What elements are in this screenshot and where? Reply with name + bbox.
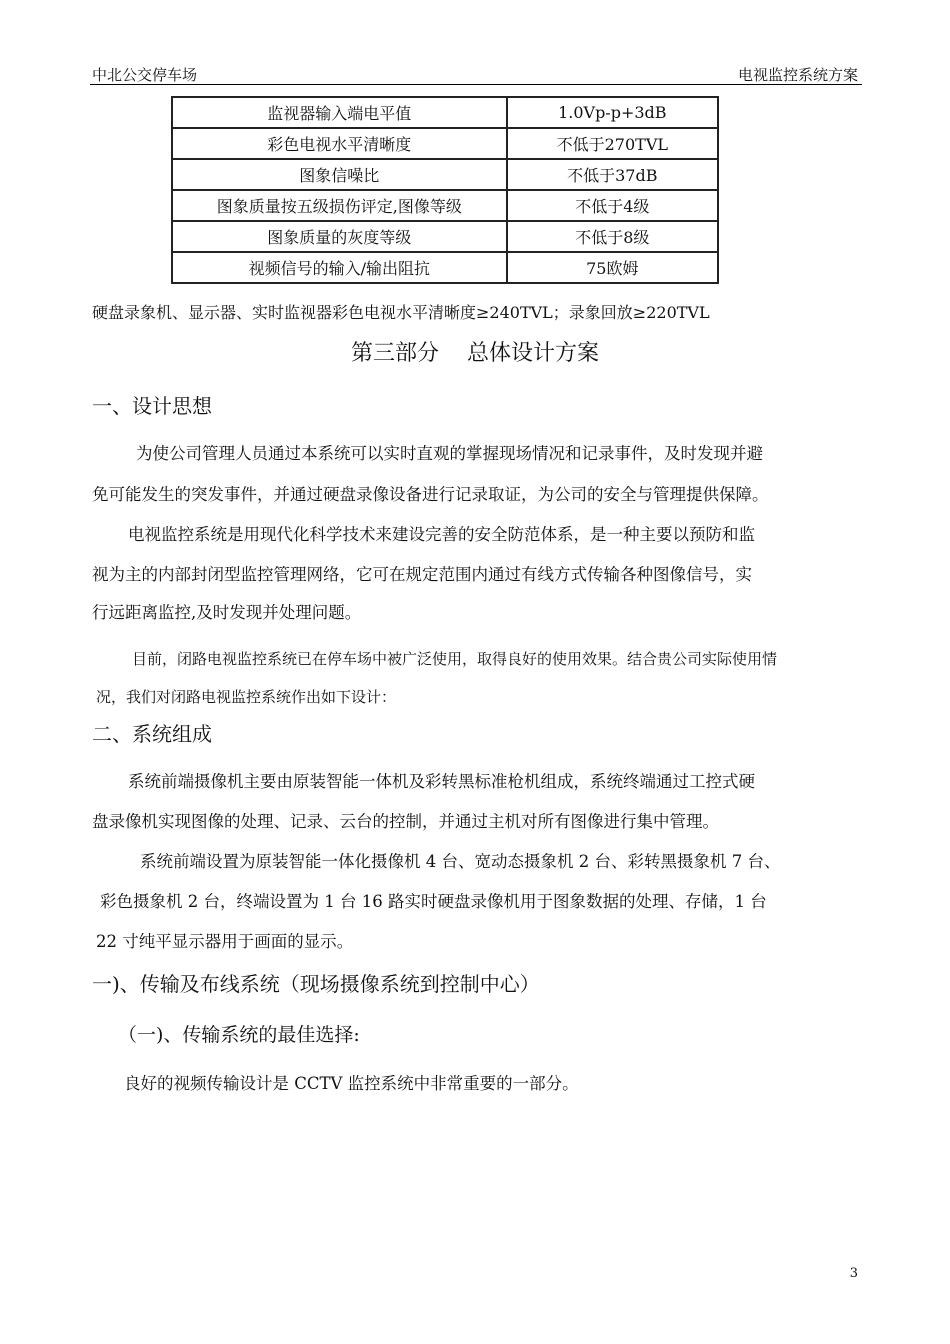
system-heading: 二、系统组成 bbox=[92, 722, 212, 746]
system-paragraph-line: 22 寸纯平显示器用于画面的显示。 bbox=[96, 932, 354, 951]
table-row bbox=[172, 159, 718, 190]
table-cell-item: 图象质量的灰度等级 bbox=[172, 221, 507, 252]
table-cell-value: 1.0Vp-p+3dB bbox=[507, 97, 718, 128]
page-number: 3 bbox=[849, 1266, 858, 1281]
system-paragraph-line: 彩色摄象机 2 台，终端设置为 1 台 16 路实时硬盘录像机用于图象数据的处理、存储，1 台 bbox=[100, 892, 767, 911]
table-row bbox=[172, 128, 718, 159]
table-cell-item: 视频信号的输入/输出阻抗 bbox=[172, 252, 507, 283]
header-rule bbox=[90, 84, 862, 85]
table-row bbox=[172, 252, 718, 283]
transmission-paragraph: 良好的视频传输设计是 CCTV 监控系统中非常重要的一部分。 bbox=[124, 1074, 579, 1093]
design-paragraph-line: 电视监控系统是用现代化科学技术来建设完善的安全防范体系，是一种主要以预防和监 bbox=[128, 525, 755, 544]
table-cell-item: 图象信噪比 bbox=[172, 159, 507, 190]
table-cell-item: 监视器输入端电平值 bbox=[172, 97, 507, 128]
design-paragraph-line: 行远距离监控,及时发现并处理问题。 bbox=[92, 603, 362, 622]
table-cell-value: 不低于4级 bbox=[507, 190, 718, 221]
design-paragraph-line: 为使公司管理人员通过本系统可以实时直观的掌握现场情况和记录事件，及时发现并避 bbox=[136, 444, 763, 463]
table-cell-value: 不低于37dB bbox=[507, 159, 718, 190]
design-paragraph-line: 况，我们对闭路电视监控系统作出如下设计： bbox=[96, 688, 397, 706]
transmission-subheading: （一)、传输系统的最佳选择: bbox=[118, 1024, 360, 1046]
system-paragraph-line: 系统前端设置为原装智能一体化摄像机 4 台、宽动态摄象机 2 台、彩转黑摄象机 7 台、 bbox=[140, 852, 781, 871]
design-heading: 一、设计思想 bbox=[92, 394, 212, 418]
transmission-heading: 一)、传输及布线系统（现场摄像系统到控制中心） bbox=[92, 972, 540, 996]
header-left-title: 中北公交停车场 bbox=[92, 66, 198, 84]
design-paragraph-line: 免可能发生的突发事件，并通过硬盘录像设备进行记录取证，为公司的安全与管理提供保障。 bbox=[92, 485, 769, 504]
header-right-title: 电视监控系统方案 bbox=[737, 66, 858, 84]
table-cell-value: 不低于8级 bbox=[507, 221, 718, 252]
table-cell-item: 彩色电视水平清晰度 bbox=[172, 128, 507, 159]
design-paragraph-line: 目前，闭路电视监控系统已在停车场中被广泛使用，取得良好的使用效果。结合贵公司实际使用情 bbox=[132, 650, 778, 668]
table-row bbox=[172, 190, 718, 221]
part-title: 第三部分 总体设计方案 bbox=[351, 341, 599, 366]
spec-table bbox=[171, 96, 719, 284]
resolution-note: 硬盘录象机、显示器、实时监视器彩色电视水平清晰度≥240TVL；录象回放≥220TVL bbox=[92, 303, 710, 322]
table-cell-item: 图象质量按五级损伤评定,图像等级 bbox=[172, 190, 507, 221]
table-cell-value: 不低于270TVL bbox=[507, 128, 718, 159]
table-row bbox=[172, 221, 718, 252]
system-paragraph-line: 盘录像机实现图像的处理、记录、云台的控制，并通过主机对所有图像进行集中管理。 bbox=[92, 812, 719, 831]
table-cell-value: 75欧姆 bbox=[507, 252, 718, 283]
system-paragraph-line: 系统前端摄像机主要由原装智能一体机及彩转黑标准枪机组成，系统终端通过工控式硬 bbox=[128, 772, 755, 791]
table-row bbox=[172, 97, 718, 128]
design-paragraph-line: 视为主的内部封闭型监控管理网络，它可在规定范围内通过有线方式传输各种图像信号，实 bbox=[92, 565, 752, 584]
